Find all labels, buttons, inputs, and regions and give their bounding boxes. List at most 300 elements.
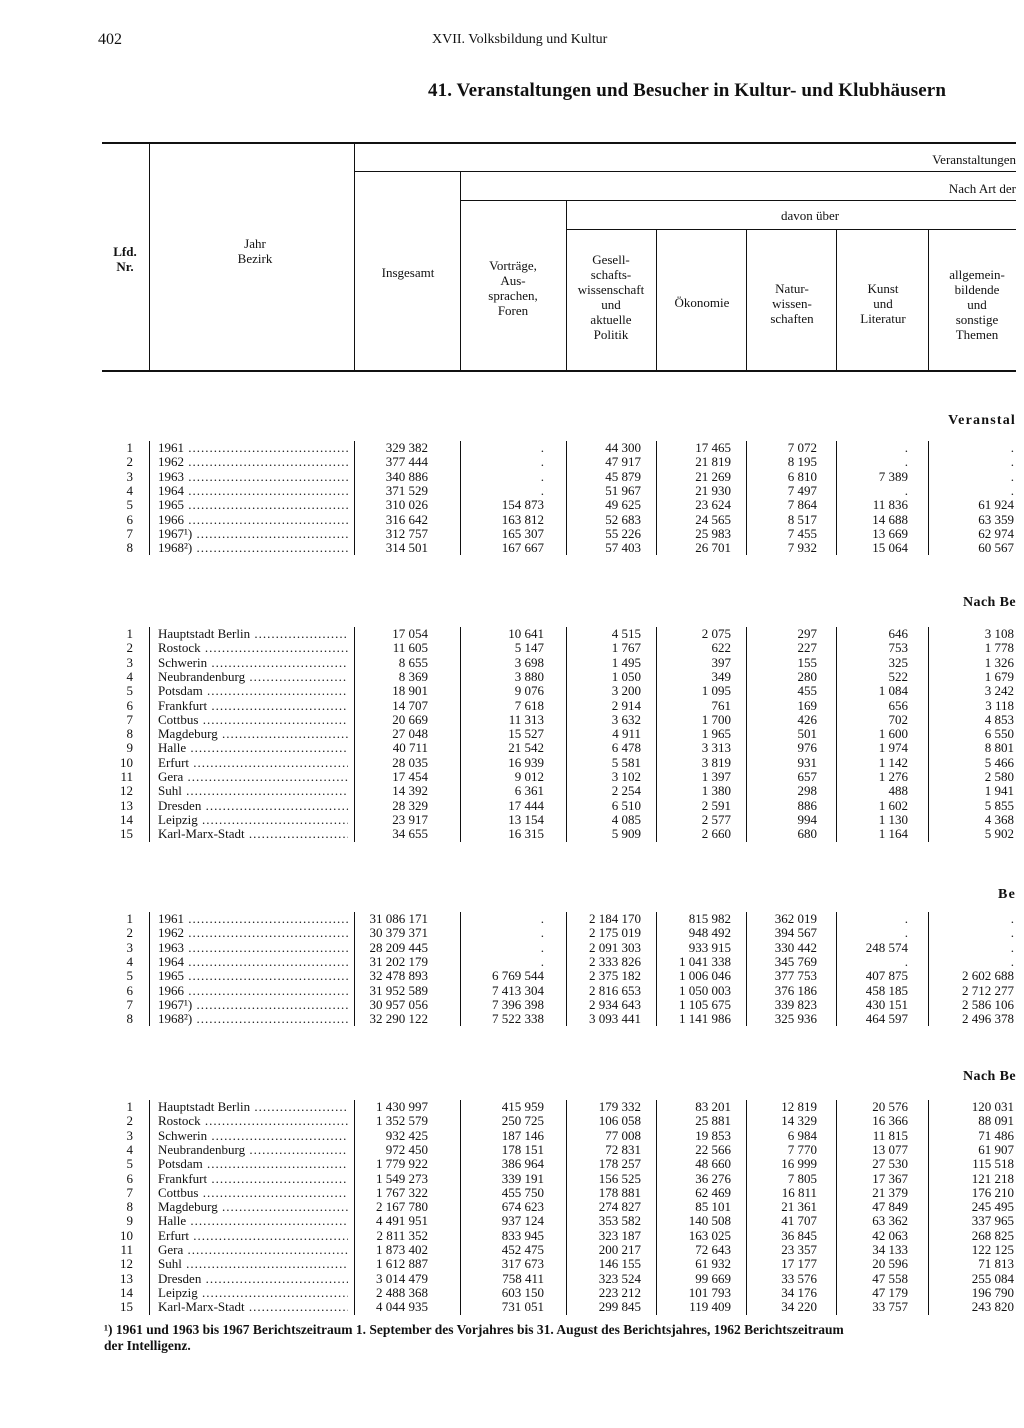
cell-value: 17 054 — [392, 626, 428, 641]
table-row — [0, 912, 1024, 926]
column-rule — [149, 1100, 150, 1315]
cell-value: 17 465 — [695, 440, 731, 455]
cell-value: 19 853 — [695, 1127, 731, 1143]
cell-value: 325 936 — [774, 1011, 817, 1027]
cell-value: 14 688 — [872, 511, 908, 527]
cell-value: 61 924 — [978, 497, 1014, 513]
cell-value: 34 655 — [392, 826, 428, 842]
cell-value: 55 226 — [605, 525, 641, 541]
header-oekonomie: Ökonomie — [674, 295, 730, 310]
table-row — [0, 1157, 1024, 1171]
cell-value: 8 801 — [984, 740, 1014, 756]
cell-value: 7 618 — [514, 697, 544, 713]
footnote-text: ¹) 1961 und 1963 bis 1967 Berichtszeitraum 1. September des Vorjahres bis 31. August des Berichtsjahres, 1962 Berichtszeitraum — [104, 1322, 844, 1337]
row-number: 8 — [126, 1199, 133, 1215]
cell-value: 407 875 — [865, 968, 908, 984]
cell-value: 77 008 — [605, 1127, 641, 1143]
cell-value: 426 — [797, 711, 817, 727]
column-rule — [354, 912, 355, 1026]
cell-value: 397 — [711, 654, 731, 670]
cell-value: 488 — [888, 783, 908, 799]
header-nach-art: Nach Art der — [948, 181, 1016, 196]
row-label: 1961 ..... — [158, 441, 348, 455]
cell-value: 61 907 — [978, 1141, 1014, 1157]
cell-value: 386 964 — [501, 1156, 544, 1172]
table-row — [0, 470, 1024, 484]
cell-value: 24 565 — [695, 511, 731, 527]
cell-value: 622 — [711, 640, 731, 656]
cell-value: 2 586 106 — [962, 996, 1014, 1012]
cell-value: 30 957 056 — [369, 996, 428, 1012]
row-label: Dresden ..... — [158, 1272, 348, 1286]
row-number: 13 — [120, 1270, 133, 1286]
column-rule — [149, 912, 150, 1026]
table-row — [0, 741, 1024, 755]
cell-value: 36 276 — [695, 1170, 731, 1186]
table-title: 41. Veranstaltungen und Besucher in Kultur- und Klubhäusern — [428, 80, 946, 101]
column-rule — [836, 441, 837, 555]
row-label: Frankfurt ..... — [158, 1172, 348, 1186]
cell-value: 106 058 — [598, 1113, 641, 1129]
column-rule — [746, 912, 747, 1026]
cell-value: 17 444 — [508, 797, 544, 813]
cell-value: 47 849 — [872, 1199, 908, 1215]
cell-value: 41 707 — [781, 1213, 817, 1229]
cell-value: 9 076 — [514, 683, 544, 699]
cell-value: 7 413 304 — [492, 982, 544, 998]
row-label: 1967¹) ..... — [158, 998, 348, 1012]
cell-value: 1 495 — [611, 654, 641, 670]
cell-value: 20 576 — [872, 1099, 908, 1114]
cell-value: 155 — [797, 654, 817, 670]
cell-value: . — [540, 482, 544, 498]
cell-value: 314 501 — [385, 540, 428, 556]
table-row — [0, 627, 1024, 641]
cell-value: 455 750 — [501, 1184, 544, 1200]
cell-value: 156 525 — [598, 1170, 641, 1186]
cell-value: 377 444 — [385, 454, 428, 470]
cell-value: 3 698 — [514, 654, 544, 670]
cell-value: 17 454 — [392, 769, 428, 784]
row-label: Hauptstadt Berlin ..... — [158, 1100, 348, 1114]
cell-value: 316 642 — [385, 511, 428, 527]
cell-value: 1 397 — [701, 769, 731, 784]
table-row — [0, 756, 1024, 770]
cell-value: 11 313 — [508, 711, 544, 727]
cell-value: 1 679 — [984, 668, 1014, 684]
row-label: Schwerin ..... — [158, 656, 348, 670]
cell-value: 21 930 — [695, 482, 731, 498]
row-label: Frankfurt ..... — [158, 699, 348, 713]
cell-value: 45 879 — [605, 468, 641, 484]
cell-value: 169 — [797, 697, 817, 713]
cell-value: 298 — [797, 783, 817, 799]
row-label: Halle ..... — [158, 741, 348, 755]
header-bottom-rule — [102, 370, 1016, 372]
cell-value: 5 909 — [611, 826, 641, 842]
cell-value: 3 014 479 — [376, 1270, 428, 1286]
cell-value: 146 155 — [598, 1256, 641, 1272]
cell-value: 20 669 — [392, 711, 428, 727]
cell-value: 7 864 — [787, 497, 817, 513]
cell-value: 23 624 — [695, 497, 731, 513]
cell-value: 5 855 — [984, 797, 1014, 813]
column-rule — [149, 627, 150, 842]
cell-value: 4 368 — [984, 811, 1014, 827]
table-row — [0, 1172, 1024, 1186]
cell-value: 62 974 — [978, 525, 1014, 541]
row-label: Magdeburg ..... — [158, 1200, 348, 1214]
cell-value: 6 810 — [787, 468, 817, 484]
cell-value: 255 084 — [971, 1270, 1014, 1286]
cell-value: 176 210 — [971, 1184, 1014, 1200]
cell-value: 1 778 — [984, 640, 1014, 656]
cell-value: 2 496 378 — [962, 1011, 1014, 1027]
cell-value: 1 050 — [611, 668, 641, 684]
cell-value: 1 700 — [701, 711, 731, 727]
cell-value: 11 836 — [872, 497, 908, 513]
row-number: 14 — [120, 1284, 133, 1300]
row-number: 7 — [126, 1184, 133, 1200]
cell-value: 1 276 — [878, 769, 908, 784]
row-label: Rostock ..... — [158, 1114, 348, 1128]
cell-value: . — [1010, 454, 1014, 470]
cell-value: 31 202 179 — [369, 953, 428, 969]
cell-value: 36 845 — [781, 1227, 817, 1243]
cell-value: 6 361 — [514, 783, 544, 799]
cell-value: 337 965 — [971, 1213, 1014, 1229]
cell-value: 17 367 — [872, 1170, 908, 1186]
cell-value: 3 242 — [984, 683, 1014, 699]
cell-value: 21 819 — [695, 454, 731, 470]
cell-value: 178 151 — [501, 1141, 544, 1157]
cell-value: 2 333 826 — [589, 953, 641, 969]
cell-value: 61 932 — [695, 1256, 731, 1272]
cell-value: 140 508 — [688, 1213, 731, 1229]
cell-value: 1 767 — [611, 640, 641, 656]
cell-value: 1 974 — [878, 740, 908, 756]
cell-value: 972 450 — [385, 1141, 428, 1157]
row-label: Leipzig ..... — [158, 813, 348, 827]
row-label: Dresden ..... — [158, 799, 348, 813]
cell-value: 1 050 003 — [679, 982, 731, 998]
cell-value: 1 105 675 — [679, 996, 731, 1012]
cell-value: 51 967 — [605, 482, 641, 498]
cell-value: . — [904, 911, 908, 926]
row-number: 7 — [126, 996, 133, 1012]
cell-value: 9 012 — [514, 769, 544, 784]
cell-value: 165 307 — [501, 525, 544, 541]
cell-value: 339 823 — [774, 996, 817, 1012]
table-row — [0, 770, 1024, 784]
cell-value: 120 031 — [971, 1099, 1014, 1114]
table-row — [0, 984, 1024, 998]
cell-value: 933 915 — [688, 939, 731, 955]
cell-value: 1 326 — [984, 654, 1014, 670]
cell-value: 23 917 — [392, 811, 428, 827]
cell-value: 44 300 — [605, 440, 641, 455]
cell-value: 1 600 — [878, 726, 908, 742]
cell-value: 353 582 — [598, 1213, 641, 1229]
header-veranstaltungen: Veranstaltungen — [932, 152, 1016, 167]
cell-value: 154 873 — [501, 497, 544, 513]
column-rule — [566, 1100, 567, 1315]
cell-value: 1 380 — [701, 783, 731, 799]
cell-value: 4 491 951 — [376, 1213, 428, 1229]
column-rule — [460, 912, 461, 1026]
row-number: 12 — [120, 783, 133, 799]
header-vline-7 — [836, 230, 837, 371]
cell-value: . — [1010, 482, 1014, 498]
cell-value: 179 332 — [598, 1099, 641, 1114]
cell-value: 312 757 — [385, 525, 428, 541]
cell-value: 178 257 — [598, 1156, 641, 1172]
row-label: 1961 ..... — [158, 912, 348, 926]
row-number: 8 — [126, 726, 133, 742]
table-row — [0, 1129, 1024, 1143]
row-label: Potsdam ..... — [158, 684, 348, 698]
cell-value: 317 673 — [501, 1256, 544, 1272]
cell-value: 187 146 — [501, 1127, 544, 1143]
cell-value: 11 605 — [392, 640, 428, 656]
cell-value: 7 396 398 — [492, 996, 544, 1012]
cell-value: 1 612 887 — [376, 1256, 428, 1272]
page-number: 402 — [98, 31, 122, 48]
cell-value: 937 124 — [501, 1213, 544, 1229]
cell-value: 8 195 — [787, 454, 817, 470]
cell-value: 2 091 303 — [589, 939, 641, 955]
header-vline-3 — [460, 172, 461, 371]
cell-value: 758 411 — [502, 1270, 544, 1286]
cell-value: 7 455 — [787, 525, 817, 541]
table-row — [0, 1200, 1024, 1214]
header-kunst: Kunst und Literatur — [860, 281, 906, 326]
cell-value: 63 359 — [978, 511, 1014, 527]
header-allgemein: allgemein- bildende und sonstige Themen — [949, 267, 1005, 342]
cell-value: . — [904, 454, 908, 470]
cell-value: 23 357 — [781, 1242, 817, 1257]
cell-value: 299 845 — [598, 1299, 641, 1315]
cell-value: 15 064 — [872, 540, 908, 556]
cell-value: 34 220 — [781, 1299, 817, 1315]
cell-value: 16 811 — [781, 1184, 817, 1200]
row-label: Neubrandenburg ..... — [158, 1143, 348, 1157]
cell-value: 4 044 935 — [376, 1299, 428, 1315]
cell-value: 345 769 — [774, 953, 817, 969]
cell-value: 1 779 922 — [376, 1156, 428, 1172]
cell-value: 976 — [797, 740, 817, 756]
table-row — [0, 1272, 1024, 1286]
row-number: 6 — [126, 1170, 133, 1186]
cell-value: 14 329 — [781, 1113, 817, 1129]
header-rule-veranstaltungen — [355, 171, 1016, 172]
cell-value: 34 133 — [872, 1242, 908, 1257]
cell-value: 2 488 368 — [376, 1284, 428, 1300]
cell-value: 85 101 — [695, 1199, 731, 1215]
cell-value: 4 515 — [611, 626, 641, 641]
cell-value: 88 091 — [978, 1113, 1014, 1129]
cell-value: 248 574 — [865, 939, 908, 955]
cell-value: . — [540, 468, 544, 484]
column-rule — [836, 1100, 837, 1315]
column-rule — [460, 441, 461, 555]
cell-value: 13 077 — [872, 1141, 908, 1157]
footnote — [104, 1322, 1019, 1354]
cell-value: 6 769 544 — [492, 968, 544, 984]
cell-value: 2 591 — [701, 797, 731, 813]
cell-value: 330 442 — [774, 939, 817, 955]
cell-value: 323 187 — [598, 1227, 641, 1243]
cell-value: 119 409 — [689, 1299, 731, 1315]
cell-value: 21 361 — [781, 1199, 817, 1215]
column-rule — [836, 627, 837, 842]
cell-value: 71 486 — [978, 1127, 1014, 1143]
cell-value: 1 164 — [878, 826, 908, 842]
cell-value: 7 932 — [787, 540, 817, 556]
header-gesellschaft: Gesell- schafts- wissenschaft und aktuelle Politik — [577, 252, 645, 342]
cell-value: 21 379 — [872, 1184, 908, 1200]
cell-value: 1 095 — [701, 683, 731, 699]
cell-value: 297 — [797, 626, 817, 641]
column-rule — [656, 1100, 657, 1315]
cell-value: 250 725 — [501, 1113, 544, 1129]
cell-value: 47 558 — [872, 1270, 908, 1286]
cell-value: 3 313 — [701, 740, 731, 756]
table-row — [0, 926, 1024, 940]
table-row — [0, 713, 1024, 727]
cell-value: 7 389 — [878, 468, 908, 484]
cell-value: 28 035 — [392, 754, 428, 770]
cell-value: 7 522 338 — [492, 1011, 544, 1027]
column-rule — [746, 627, 747, 842]
cell-value: 200 217 — [598, 1242, 641, 1257]
cell-value: 1 006 046 — [679, 968, 731, 984]
cell-value: 21 269 — [695, 468, 731, 484]
row-label: Hauptstadt Berlin ..... — [158, 627, 348, 641]
chapter-heading: XVII. Volksbildung und Kultur — [432, 32, 608, 47]
cell-value: 1 352 579 — [376, 1113, 428, 1129]
cell-value: 99 669 — [695, 1270, 731, 1286]
row-number: 11 — [120, 769, 133, 784]
cell-value: 2 577 — [701, 811, 731, 827]
row-number: 2 — [126, 640, 133, 656]
cell-value: 32 478 893 — [369, 968, 428, 984]
row-number: 4 — [126, 482, 133, 498]
row-number: 15 — [120, 826, 133, 842]
cell-value: 11 815 — [872, 1127, 908, 1143]
column-rule — [566, 441, 567, 555]
cell-value: 8 517 — [787, 511, 817, 527]
row-label: Leipzig ..... — [158, 1286, 348, 1300]
cell-value: 1 965 — [701, 726, 731, 742]
cell-value: 227 — [797, 640, 817, 656]
cell-value: 1 873 402 — [376, 1242, 428, 1257]
cell-value: 52 683 — [605, 511, 641, 527]
column-rule — [746, 441, 747, 555]
cell-value: 34 176 — [781, 1284, 817, 1300]
cell-value: 6 550 — [984, 726, 1014, 742]
row-label: Karl-Marx-Stadt ..... — [158, 1300, 348, 1314]
row-label: 1964 ..... — [158, 955, 348, 969]
cell-value: 5 902 — [984, 826, 1014, 842]
cell-value: 47 917 — [605, 454, 641, 470]
cell-value: 362 019 — [774, 911, 817, 926]
column-rule — [656, 627, 657, 842]
header-vortraege: Vorträge, Aus- sprachen, Foren — [488, 258, 538, 318]
cell-value: 948 492 — [688, 925, 731, 941]
table-row — [0, 641, 1024, 655]
row-label: 1963 ..... — [158, 470, 348, 484]
row-label: Suhl ..... — [158, 1257, 348, 1271]
column-rule — [928, 912, 929, 1026]
cell-value: 1 430 997 — [376, 1099, 428, 1114]
row-label: Erfurt ..... — [158, 756, 348, 770]
cell-value: 243 820 — [971, 1299, 1014, 1315]
row-label: 1967¹) ..... — [158, 527, 348, 541]
cell-value: 325 — [888, 654, 908, 670]
cell-value: 833 945 — [501, 1227, 544, 1243]
row-number: 6 — [126, 697, 133, 713]
cell-value: 7 805 — [787, 1170, 817, 1186]
header-top-rule — [102, 142, 1016, 144]
cell-value: 18 901 — [392, 683, 428, 699]
section-heading-besucher-jahre: Be — [998, 887, 1016, 902]
cell-value: 4 853 — [984, 711, 1014, 727]
cell-value: 371 529 — [385, 482, 428, 498]
cell-value: 122 125 — [971, 1242, 1014, 1257]
table-row — [0, 969, 1024, 983]
cell-value: 268 825 — [971, 1227, 1014, 1243]
cell-value: . — [540, 939, 544, 955]
cell-value: 30 379 371 — [369, 925, 428, 941]
table-row — [0, 1186, 1024, 1200]
row-number: 5 — [126, 497, 133, 513]
cell-value: 12 819 — [781, 1099, 817, 1114]
cell-value: 501 — [797, 726, 817, 742]
header-rule-davon — [566, 229, 1016, 230]
column-rule — [460, 1100, 461, 1315]
cell-value: 57 403 — [605, 540, 641, 556]
row-number: 10 — [120, 754, 133, 770]
cell-value: 2 660 — [701, 826, 731, 842]
cell-value: . — [1010, 925, 1014, 941]
cell-value: 13 669 — [872, 525, 908, 541]
cell-value: 339 191 — [501, 1170, 544, 1186]
cell-value: 31 086 171 — [369, 911, 428, 926]
cell-value: 40 711 — [392, 740, 428, 756]
cell-value: 3 200 — [611, 683, 641, 699]
row-number: 3 — [126, 939, 133, 955]
row-number: 5 — [126, 968, 133, 984]
cell-value: 2 712 277 — [962, 982, 1014, 998]
table-row — [0, 998, 1024, 1012]
row-number: 2 — [126, 1113, 133, 1129]
header-rule-nach-art — [460, 200, 1016, 201]
cell-value: 49 625 — [605, 497, 641, 513]
table-row — [0, 1300, 1024, 1314]
cell-value: 731 051 — [501, 1299, 544, 1315]
cell-value: 3 632 — [611, 711, 641, 727]
row-label: Neubrandenburg ..... — [158, 670, 348, 684]
cell-value: 33 576 — [781, 1270, 817, 1286]
row-number: 9 — [126, 1213, 133, 1229]
table-row — [0, 1100, 1024, 1114]
table-row — [0, 455, 1024, 469]
cell-value: 62 469 — [695, 1184, 731, 1200]
row-label: Gera ..... — [158, 1243, 348, 1257]
cell-value: 63 362 — [872, 1213, 908, 1229]
row-number: 1 — [126, 911, 133, 926]
